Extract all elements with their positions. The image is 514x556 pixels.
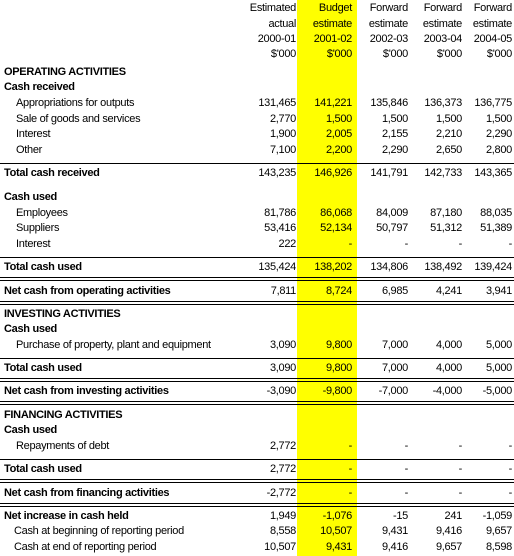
row-label: Cash at end of reporting period <box>14 541 157 553</box>
row-value: 9,800 <box>325 339 352 351</box>
row-value: - <box>348 440 352 452</box>
row-value: - <box>348 238 352 250</box>
row-value: 50,797 <box>376 222 408 234</box>
row-value: - <box>348 463 352 475</box>
row-value: 222 <box>278 238 296 250</box>
row-value: 9,416 <box>435 525 462 537</box>
row-label: Appropriations for outputs <box>16 97 135 109</box>
row-value: -7,000 <box>378 385 408 397</box>
column-header-line: 2000-01 <box>257 33 296 45</box>
row-value: 3,941 <box>485 285 512 297</box>
row-value: 142,733 <box>424 167 462 179</box>
row-value: 4,000 <box>435 362 462 374</box>
row-value: 2,800 <box>485 144 512 156</box>
rule-line <box>298 163 352 164</box>
row-value: 135,846 <box>370 97 408 109</box>
row-value: 143,365 <box>474 167 512 179</box>
row-label: Interest <box>16 238 51 250</box>
column-header-line: Estimated <box>249 2 296 14</box>
row-value: - <box>348 487 352 499</box>
row-label: Total cash used <box>4 362 82 374</box>
row-value: 8,724 <box>325 285 352 297</box>
row-value: - <box>508 463 512 475</box>
rule-line <box>238 257 296 258</box>
column-header-line: $'000 <box>382 48 408 60</box>
row-value: -3,090 <box>266 385 296 397</box>
double-rule-line <box>0 378 514 382</box>
row-value: 8,558 <box>269 525 296 537</box>
row-value: 1,500 <box>381 113 408 125</box>
column-header-line: $'000 <box>486 48 512 60</box>
row-value: - <box>404 440 408 452</box>
row-value: - <box>508 440 512 452</box>
row-value: 9,800 <box>325 362 352 374</box>
row-value: 9,657 <box>435 541 462 553</box>
row-label: Purchase of property, plant and equipment <box>16 339 211 351</box>
row-value: 2,772 <box>269 440 296 452</box>
rule-line <box>298 358 352 359</box>
row-value: -4,000 <box>432 385 462 397</box>
row-value: 2,650 <box>435 144 462 156</box>
column-header-line: 2004-05 <box>473 33 512 45</box>
double-rule-line <box>0 503 514 507</box>
row-value: 138,202 <box>314 261 352 273</box>
row-label: Suppliers <box>16 222 60 234</box>
rule-line <box>298 459 352 460</box>
row-value: 1,500 <box>325 113 352 125</box>
row-value: 2,005 <box>325 128 352 140</box>
row-label: Sale of goods and services <box>16 113 141 125</box>
row-value: -9,800 <box>322 385 352 397</box>
rule-line <box>466 459 512 460</box>
row-value: 136,775 <box>474 97 512 109</box>
column-header-line: actual <box>268 18 296 30</box>
row-value: 1,900 <box>269 128 296 140</box>
row-value: 9,431 <box>381 525 408 537</box>
row-label: Total cash used <box>4 261 82 273</box>
rule-line <box>358 163 408 164</box>
row-value: 9,431 <box>325 541 352 553</box>
row-value: 139,424 <box>474 261 512 273</box>
row-value: 9,416 <box>381 541 408 553</box>
row-value: 84,009 <box>376 207 408 219</box>
row-value: 1,949 <box>269 510 296 522</box>
row-value: 3,090 <box>269 362 296 374</box>
row-value: 141,791 <box>370 167 408 179</box>
row-label: Cash used <box>4 323 57 335</box>
row-value: 51,389 <box>480 222 512 234</box>
rule-line <box>412 257 462 258</box>
row-value: 4,000 <box>435 339 462 351</box>
row-label: Net increase in cash held <box>4 510 129 522</box>
row-value: 141,221 <box>314 97 352 109</box>
row-value: - <box>404 238 408 250</box>
row-label: Other <box>16 144 43 156</box>
column-header-line: Forward <box>473 2 512 14</box>
row-value: -2,772 <box>266 487 296 499</box>
row-value: 7,100 <box>269 144 296 156</box>
row-label: Cash used <box>4 424 57 436</box>
row-value: 138,492 <box>424 261 462 273</box>
row-label: Cash used <box>4 191 57 203</box>
row-value: 10,507 <box>264 541 296 553</box>
rule-line <box>358 257 408 258</box>
double-rule-line <box>0 301 514 305</box>
row-value: 52,134 <box>320 222 352 234</box>
rule-line <box>412 459 462 460</box>
row-value: 87,180 <box>430 207 462 219</box>
double-rule-line <box>0 277 514 281</box>
row-value: 1,500 <box>435 113 462 125</box>
row-value: - <box>508 238 512 250</box>
row-label: Cash received <box>4 81 75 93</box>
row-label: Total cash used <box>4 463 82 475</box>
row-value: 6,985 <box>381 285 408 297</box>
rule-line <box>358 459 408 460</box>
row-value: 7,000 <box>381 362 408 374</box>
row-value: 2,155 <box>381 128 408 140</box>
row-value: 2,770 <box>269 113 296 125</box>
double-rule-line <box>0 401 514 405</box>
row-value: 143,235 <box>258 167 296 179</box>
column-header-line: $'000 <box>270 48 296 60</box>
row-value: 131,465 <box>258 97 296 109</box>
row-value: 4,241 <box>435 285 462 297</box>
row-value: 136,373 <box>424 97 462 109</box>
rule-line <box>466 358 512 359</box>
row-value: 53,416 <box>264 222 296 234</box>
row-value: - <box>404 463 408 475</box>
row-value: 146,926 <box>314 167 352 179</box>
row-value: 7,811 <box>270 285 296 297</box>
row-label: Net cash from operating activities <box>4 285 171 297</box>
row-value: -1,076 <box>322 510 352 522</box>
row-value: 1,500 <box>485 113 512 125</box>
row-label: Net cash from financing activities <box>4 487 170 499</box>
column-header-line: estimate <box>422 18 462 30</box>
row-value: 81,786 <box>264 207 296 219</box>
rule-line <box>238 358 296 359</box>
row-value: -1,059 <box>482 510 512 522</box>
column-header-line: 2003-04 <box>423 33 462 45</box>
row-label: INVESTING ACTIVITIES <box>4 308 121 320</box>
row-value: 5,000 <box>485 339 512 351</box>
row-value: 2,772 <box>269 463 296 475</box>
row-value: -15 <box>393 510 408 522</box>
row-value: 3,090 <box>269 339 296 351</box>
column-header-line: Forward <box>423 2 462 14</box>
column-header-line: Budget <box>318 2 352 14</box>
row-value: 2,200 <box>325 144 352 156</box>
column-header-line: $'000 <box>326 48 352 60</box>
row-label: Repayments of debt <box>16 440 110 452</box>
row-value: -5,000 <box>482 385 512 397</box>
row-value: - <box>458 463 462 475</box>
row-value: - <box>458 487 462 499</box>
row-value: 10,507 <box>320 525 352 537</box>
row-label: Interest <box>16 128 51 140</box>
row-value: 2,290 <box>381 144 408 156</box>
row-label: Total cash received <box>4 167 100 179</box>
column-header-line: 2002-03 <box>369 33 408 45</box>
column-header-line: estimate <box>472 18 512 30</box>
row-value: 2,290 <box>485 128 512 140</box>
rule-line <box>466 163 512 164</box>
row-value: - <box>458 238 462 250</box>
row-value: 8,598 <box>485 541 512 553</box>
row-label: Net cash from investing activities <box>4 385 169 397</box>
row-label: Employees <box>16 207 68 219</box>
row-value: - <box>458 440 462 452</box>
row-label: FINANCING ACTIVITIES <box>4 409 123 421</box>
row-value: 9,657 <box>485 525 512 537</box>
row-value: - <box>404 487 408 499</box>
rule-line <box>238 163 296 164</box>
rule-line <box>466 257 512 258</box>
row-value: 2,210 <box>435 128 462 140</box>
row-value: 241 <box>444 510 462 522</box>
row-label: OPERATING ACTIVITIES <box>4 66 126 78</box>
row-value: 5,000 <box>485 362 512 374</box>
column-header-line: estimate <box>368 18 408 30</box>
rule-line <box>358 358 408 359</box>
row-value: 7,000 <box>381 339 408 351</box>
row-value: 51,312 <box>430 222 462 234</box>
row-value: - <box>508 487 512 499</box>
row-value: 135,424 <box>258 261 296 273</box>
row-value: 86,068 <box>320 207 352 219</box>
row-value: 88,035 <box>480 207 512 219</box>
rule-line <box>412 358 462 359</box>
double-rule-line <box>0 479 514 483</box>
column-header-line: 2001-02 <box>313 33 352 45</box>
rule-line <box>412 163 462 164</box>
rule-line <box>298 257 352 258</box>
row-value: 134,806 <box>370 261 408 273</box>
rule-line <box>238 459 296 460</box>
row-label: Cash at beginning of reporting period <box>14 525 184 537</box>
column-header-line: estimate <box>312 18 352 30</box>
column-header-line: Forward <box>369 2 408 14</box>
column-header-line: $'000 <box>436 48 462 60</box>
